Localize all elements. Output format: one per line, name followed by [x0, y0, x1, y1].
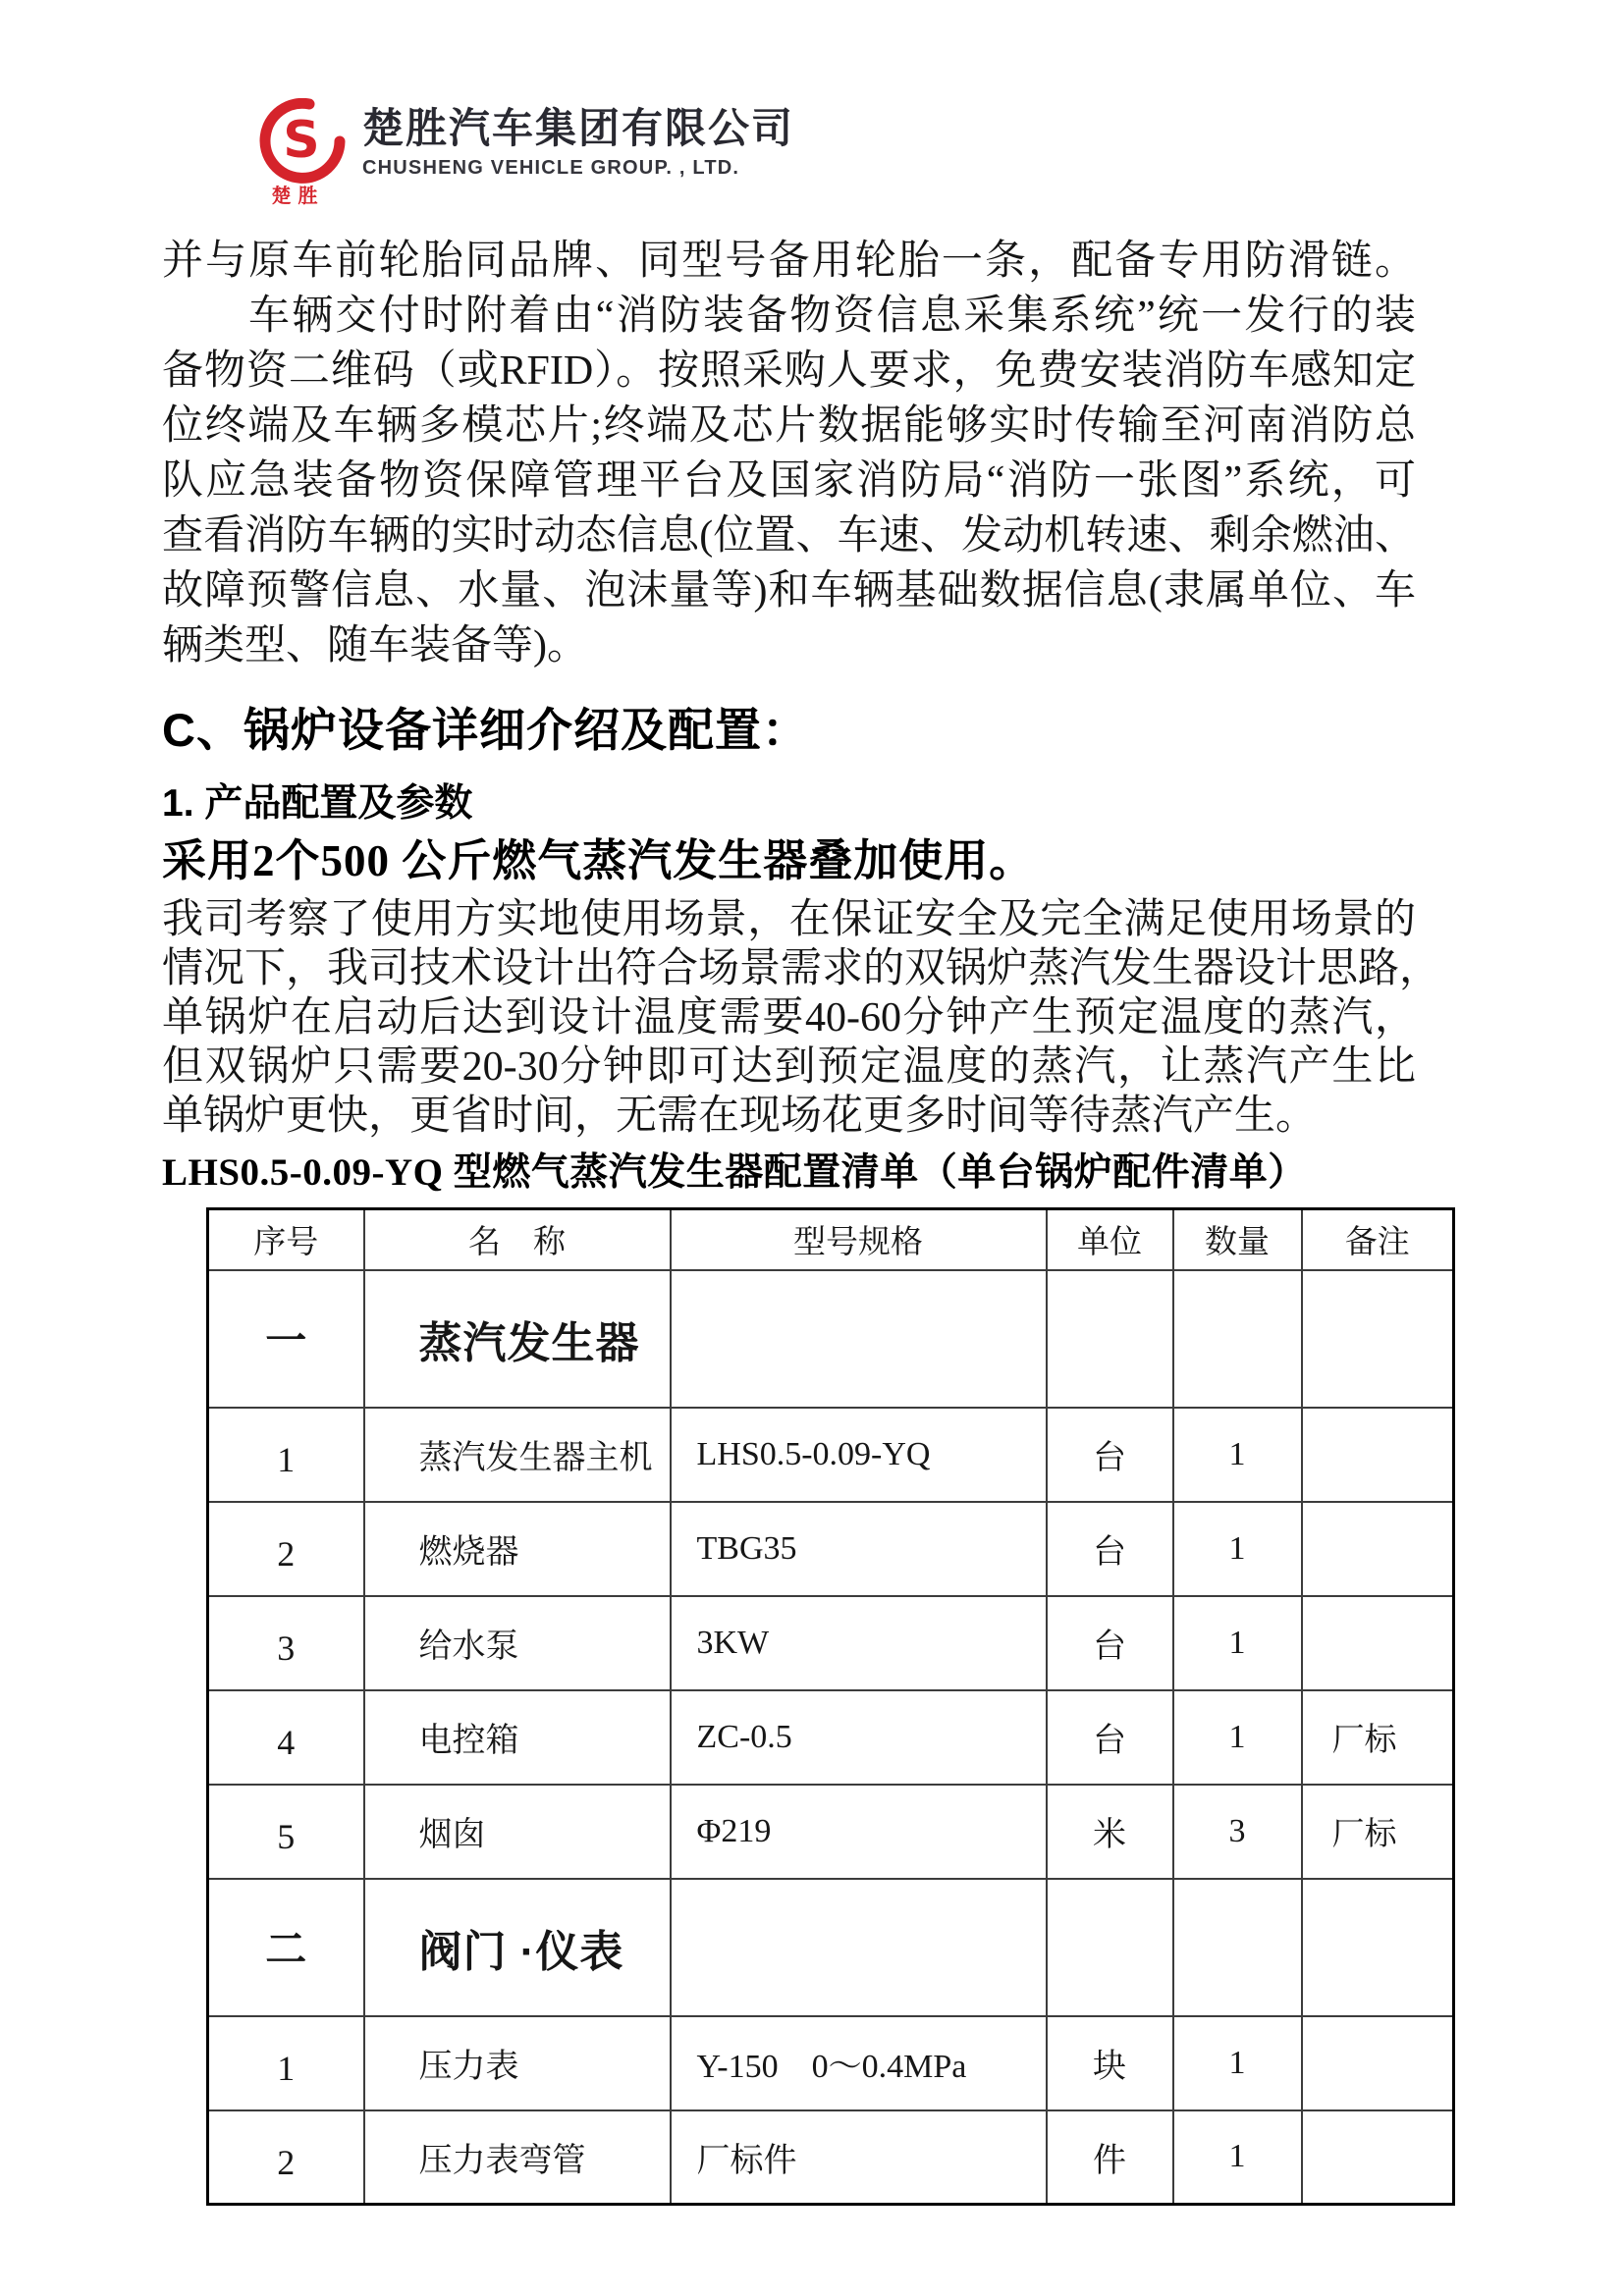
table-row: [208, 1408, 1454, 1502]
cell-unit: [1047, 1270, 1173, 1408]
cell-unit: 台: [1047, 1502, 1173, 1596]
cell-spec: LHS0.5-0.09-YQ: [671, 1408, 1047, 1502]
text-line: 故障预警信息、水量、泡沫量等)和车辆基础数据信息(隶属单位、车: [162, 568, 1416, 614]
cell-qty: 1: [1173, 1690, 1302, 1785]
table-title: LHS0.5-0.09-YQ 型燃气蒸汽发生器配置清单（单台锅炉配件清单）: [162, 1151, 1307, 1194]
section-heading-boiler-equipment: C、锅炉设备详细介绍及配置：: [162, 704, 809, 756]
cell-unit: 台: [1047, 1690, 1173, 1785]
table-row: [208, 1502, 1454, 1596]
text-line: 辆类型、随车装备等)。: [162, 623, 588, 668]
cell-qty: 1: [1173, 2016, 1302, 2110]
cell-note: [1302, 1408, 1454, 1502]
cell-no: 1: [208, 1408, 364, 1502]
cell-no: 3: [208, 1596, 364, 1690]
chusheng-emblem-icon: [255, 98, 349, 208]
config-table-head: [208, 1209, 1454, 1270]
cell-name: 阀门 ·仪表: [364, 1879, 671, 2016]
header-unit: 单位: [1047, 1209, 1173, 1270]
text-line: 并与原车前轮胎同品牌、同型号备用轮胎一条，配备专用防滑链。: [162, 239, 1416, 284]
cell-qty: 1: [1173, 1408, 1302, 1502]
cell-spec: TBG35: [671, 1502, 1047, 1596]
cell-unit: 块: [1047, 2016, 1173, 2110]
cell-unit: 件: [1047, 2110, 1173, 2205]
text-line: 查看消防车辆的实时动态信息(位置、车速、发动机转速、剩余燃油、: [162, 513, 1416, 559]
header-no: 序号: [208, 1209, 364, 1270]
cell-no: 一: [208, 1270, 364, 1408]
cell-spec: 厂标件: [671, 2110, 1047, 2205]
paragraph-design-rationale: [162, 895, 1441, 1141]
company-names: [362, 98, 794, 181]
cell-name: 给水泵: [364, 1596, 671, 1690]
cell-spec: Φ219: [671, 1785, 1047, 1879]
subheading-product-config: 1. 产品配置及参数: [162, 782, 473, 825]
cell-note: [1302, 1596, 1454, 1690]
table-row: [208, 1785, 1454, 1879]
cell-unit: 米: [1047, 1785, 1173, 1879]
text-line: 但双锅炉只需要20-30分钟即可达到预定温度的蒸汽，让蒸汽产生比: [162, 1044, 1416, 1090]
table-row: [208, 1690, 1454, 1785]
cell-unit: [1047, 1879, 1173, 2016]
cell-name: 蒸汽发生器主机: [364, 1408, 671, 1502]
cell-no: 二: [208, 1879, 364, 2016]
cell-spec: 3KW: [671, 1596, 1047, 1690]
text-line: 单锅炉在启动后达到设计温度需要40-60分钟产生预定温度的蒸汽，: [162, 995, 1416, 1041]
bold-statement-dual-boiler: 采用2个500 公斤燃气蒸汽发生器叠加使用。: [162, 836, 1035, 885]
text-line: 位终端及车辆多模芯片;终端及芯片数据能够实时传输至河南消防总: [162, 403, 1416, 449]
cell-name: 压力表弯管: [364, 2110, 671, 2205]
config-table-header-row: [208, 1209, 1454, 1270]
cell-qty: [1173, 1270, 1302, 1408]
text-line: 我司考察了使用方实地使用场景，在保证安全及完全满足使用场景的: [162, 897, 1416, 942]
table-section-row: [208, 1879, 1454, 2016]
cell-spec: Y-150 0～0.4MPa: [671, 2016, 1047, 2110]
company-logo: [255, 98, 1624, 218]
cell-note: [1302, 2016, 1454, 2110]
cell-no: 5: [208, 1785, 364, 1879]
cell-qty: 3: [1173, 1785, 1302, 1879]
cell-note: 厂标: [1302, 1690, 1454, 1785]
cell-spec: [671, 1879, 1047, 2016]
config-table: [206, 1207, 1455, 2206]
svg-text:S: S: [283, 111, 320, 170]
cell-name: 蒸汽发生器: [364, 1270, 671, 1408]
cell-qty: 1: [1173, 1502, 1302, 1596]
cell-qty: [1173, 1879, 1302, 2016]
company-name-en: CHUSHENG VEHICLE GROUP. , LTD.: [362, 157, 740, 179]
cell-no: 2: [208, 2110, 364, 2205]
table-row: [208, 2110, 1454, 2205]
text-line: 车辆交付时附着由“消防装备物资信息采集系统”统一发行的装: [248, 294, 1416, 339]
cell-note: 厂标: [1302, 1785, 1454, 1879]
cell-spec: [671, 1270, 1047, 1408]
cell-qty: 1: [1173, 2110, 1302, 2205]
header-spec: 型号规格: [671, 1209, 1047, 1270]
cell-no: 1: [208, 2016, 364, 2110]
cell-note: [1302, 2110, 1454, 2205]
company-name-cn: 楚胜汽车集团有限公司: [362, 105, 795, 151]
table-row: [208, 2016, 1454, 2110]
cell-name: 燃烧器: [364, 1502, 671, 1596]
text-line: 备物资二维码（或RFID）。按照采购人要求，免费安装消防车感知定: [162, 348, 1416, 394]
cell-note: [1302, 1270, 1454, 1408]
cell-unit: 台: [1047, 1408, 1173, 1502]
text-line: 情况下，我司技术设计出符合场景需求的双锅炉蒸汽发生器设计思路，: [162, 946, 1441, 991]
cell-name: 烟囱: [364, 1785, 671, 1879]
config-table-body: [208, 1270, 1454, 2205]
table-section-row: [208, 1270, 1454, 1408]
header-note: 备注: [1302, 1209, 1454, 1270]
paragraph-vehicle-delivery: [162, 234, 1416, 673]
cell-no: 4: [208, 1690, 364, 1785]
cell-unit: 台: [1047, 1596, 1173, 1690]
cell-note: [1302, 1879, 1454, 2016]
header-name: 名 称: [364, 1209, 671, 1270]
cell-note: [1302, 1502, 1454, 1596]
cell-no: 2: [208, 1502, 364, 1596]
text-line: 单锅炉更快，更省时间，无需在现场花更多时间等待蒸汽产生。: [162, 1094, 1318, 1139]
text-line: 队应急装备物资保障管理平台及国家消防局“消防一张图”系统，可: [162, 458, 1416, 504]
table-row: [208, 1596, 1454, 1690]
cell-qty: 1: [1173, 1596, 1302, 1690]
cell-name: 电控箱: [364, 1690, 671, 1785]
header-qty: 数量: [1173, 1209, 1302, 1270]
emblem-caption: 楚 胜: [271, 184, 318, 207]
cell-name: 压力表: [364, 2016, 671, 2110]
cell-spec: ZC-0.5: [671, 1690, 1047, 1785]
